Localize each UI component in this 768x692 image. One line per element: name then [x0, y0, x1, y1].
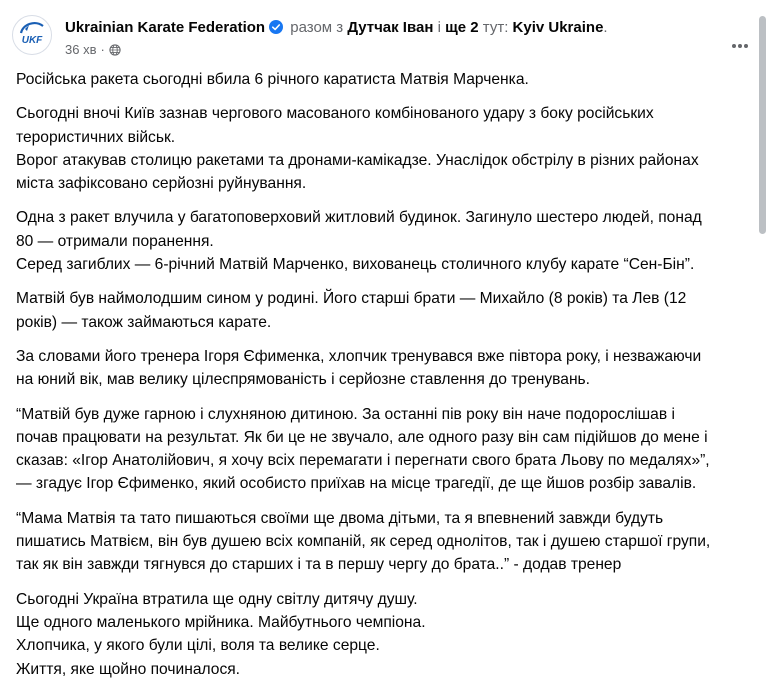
- text-line: так як він завжди тягнувся до старших і та в першу чергу до брата..” - додав тренер: [16, 556, 622, 574]
- scrollbar-thumb[interactable]: [759, 16, 766, 234]
- paragraph-8: [16, 588, 752, 681]
- page-avatar[interactable]: [12, 15, 52, 55]
- separator-dot: ·: [100, 42, 105, 57]
- text-line: Хлопчика, у якого були цілі, воля та велике серце.: [16, 637, 380, 655]
- tagged-person-link[interactable]: Дутчак Іван: [347, 19, 434, 36]
- text-line: пишатись Матвієм, він був душею всіх компаній, як серед однолітов, так і душею старшої групи,: [16, 533, 711, 551]
- with-prefix-text: разом з: [290, 19, 344, 36]
- more-options-button[interactable]: [722, 28, 758, 64]
- post-body: [16, 68, 752, 692]
- text-line: Життя, яке щойно починалося.: [16, 660, 241, 678]
- text-line: Ворог атакував столицю ракетами та дронами-камікадзе. Унаслідок обстрілу в різних районах: [16, 151, 699, 169]
- author-name-link[interactable]: Ukrainian Karate Federation: [65, 19, 266, 36]
- verified-badge-icon: [269, 20, 283, 40]
- text-line: Ще одного маленького мрійника. Майбутнього чемпіона.: [16, 613, 426, 631]
- ukf-logo-icon: [13, 16, 51, 54]
- text-line: “Мама Матвія та тато пишаються своїми ще двома дітьми, та я впевнений завжди будуть: [16, 509, 664, 527]
- post-timestamp-link[interactable]: 36 хв: [65, 42, 97, 57]
- scrollbar-track[interactable]: [758, 0, 768, 648]
- paragraph-3: [16, 206, 752, 276]
- text-line: Одна з ракет влучила у багатоповерховий житловий будинок. Загинуло шестеро людей, понад: [16, 209, 702, 227]
- text-line: Серед загиблих — 6-річний Матвій Марченко, вихованець столичного клубу карате “Сен-Бін”.: [16, 256, 695, 274]
- location-suffix-text: .: [603, 19, 608, 36]
- paragraph-7: [16, 507, 752, 577]
- svg-text:UKF: UKF: [21, 35, 43, 46]
- paragraph-6: [16, 403, 752, 496]
- text-line: За словами його тренера Ігоря Єфименка, хлопчик тренувався вже півтора року, і незважаючи: [16, 347, 702, 365]
- text-line: “Матвій був дуже гарною і слухняною дитиною. За останні пів року він наче подорослішав і: [16, 405, 675, 423]
- post-meta-line: [65, 42, 121, 60]
- text-line: на юний вік, мав велику цілеспрямованість і серйозне ставлення до тренувань.: [16, 371, 591, 389]
- and-word-text: і: [437, 19, 441, 36]
- more-options-icon: [730, 36, 750, 56]
- text-line: почав працювати на результат. Як би це не звучало, але одного разу він сам підійшов до мене і: [16, 428, 708, 446]
- post-header: [12, 10, 768, 66]
- location-link[interactable]: Kyiv Ukraine: [512, 19, 604, 36]
- paragraph-5: [16, 345, 752, 392]
- paragraph-4: [16, 287, 752, 334]
- text-line: Матвій був наймолодшим сином у родині. Його старші брати — Михайло (8 років) та Лев (12: [16, 290, 687, 308]
- globe-icon[interactable]: [109, 44, 121, 60]
- paragraph-1: [16, 68, 752, 91]
- text-line: терористичних військ.: [16, 128, 176, 146]
- text-line: — згадує Ігор Єфименко, який особисто приїхав на місце трагедії, де ще йшов розбір завалів.: [16, 475, 697, 493]
- tagged-others-link[interactable]: ще 2: [445, 19, 479, 36]
- text-line: Сьогодні Україна втратила ще одну світлу дитячу душу.: [16, 590, 418, 608]
- paragraph-2: [16, 102, 752, 195]
- text-line: років) — також займаються карате.: [16, 313, 272, 331]
- text-line: Сьогодні вночі Київ зазнав чергового масованого комбінованого удару з боку російських: [16, 105, 654, 123]
- post-title-line: [65, 18, 708, 40]
- text-line: міста зафіксовано серйозні руйнування.: [16, 175, 307, 193]
- location-prefix-text: тут:: [482, 19, 509, 36]
- text-line: сказав: «Ігор Анатолійович, я хочу всіх перемагати і перегнати свого брата Льову по медалях»”,: [16, 452, 710, 470]
- text-line: 80 — отримали поранення.: [16, 232, 214, 250]
- text-line: Російська ракета сьогодні вбила 6 річного каратиста Матвія Марченка.: [16, 71, 529, 88]
